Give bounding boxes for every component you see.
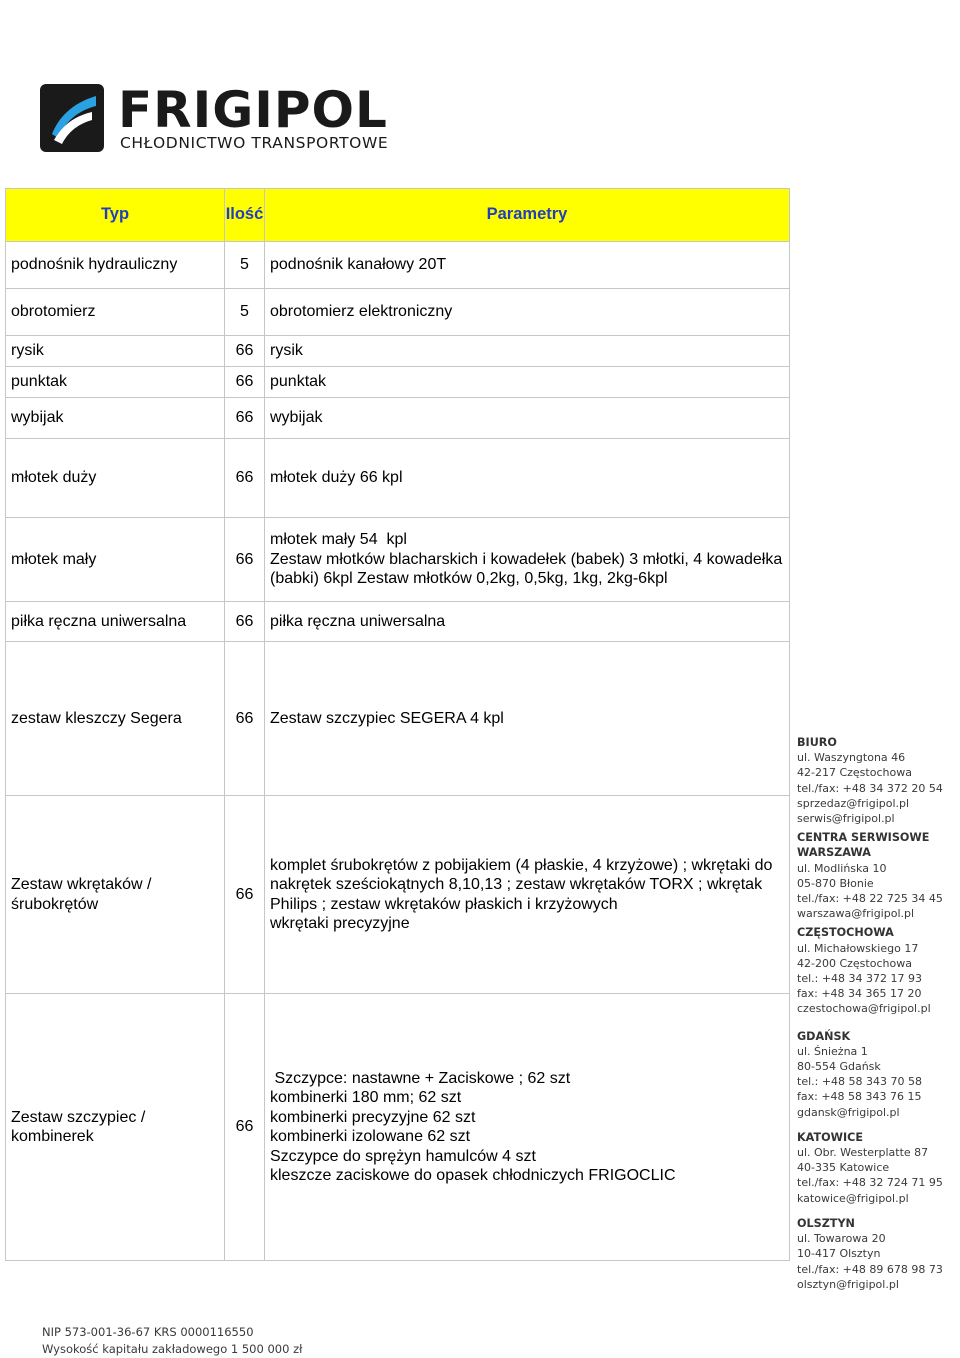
cell-ilosc: 66 [225,336,265,367]
table-row [6,518,790,602]
footer [42,1324,302,1358]
cell-ilosc: 66 [225,398,265,439]
office-line: 80-554 Gdańsk [797,1060,881,1074]
cell-parametry [265,336,790,367]
parametry-line: Zestaw szczypiec SEGERA 4 kpl [270,709,504,727]
office-line: 05-870 Błonie [797,876,874,890]
cell-ilosc: 66 [225,994,265,1261]
cell-ilosc: 66 [225,642,265,796]
table-row [6,642,790,796]
table-row [6,336,790,367]
table-row [6,242,790,289]
cell-typ: Zestaw szczypiec / kombinerek [6,994,225,1261]
office-name: CENTRA SERWISOWE [797,831,930,845]
office-line: ul. Michałowskiego 17 [797,941,919,955]
office-line: czestochowa@frigipol.pl [797,1002,931,1016]
office-line: ul. Obr. Westerplatte 87 [797,1146,929,1160]
header-ilosc: Ilość [225,189,265,242]
office-name: KATOWICE [797,1130,863,1144]
cell-parametry [265,994,790,1261]
logo-tagline: CHŁODNICTWO TRANSPORTOWE [120,134,389,152]
parametry-line: punktak [270,373,327,391]
office-block [797,1029,957,1120]
contact-sidebar [797,735,957,1302]
footer-capital: Wysokość kapitału zakładowego 1 500 000 zł [42,1342,303,1356]
parametry-line: piłka ręczna uniwersalna [270,612,446,630]
parametry-line: rysik [270,342,303,360]
parametry-line: kombinerki 180 mm; 62 szt [270,1089,462,1106]
cell-parametry [265,518,790,602]
table-row [6,796,790,994]
parametry-line: młotek mały 54 kpl [270,531,407,549]
parametry-line: Szczypce: nastawne + Zaciskowe ; 62 szt [270,1069,571,1087]
office-line: tel.: +48 34 372 17 93 [797,972,923,986]
cell-typ: zestaw kleszczy Segera [6,642,225,796]
office-line: ul. Towarowa 20 [797,1232,886,1246]
office-line: sprzedaz@frigipol.pl [797,796,910,810]
office-line: katowice@frigipol.pl [797,1191,909,1205]
office-line: gdansk@frigipol.pl [797,1105,900,1119]
cell-ilosc: 5 [225,242,265,289]
cell-parametry [265,602,790,642]
header-typ: Typ [6,189,225,242]
office-name: WARSZAWA [797,846,871,860]
office-line: 42-200 Częstochowa [797,956,912,970]
cell-typ: młotek duży [6,439,225,518]
parametry-line: kombinerki izolowane 62 szt [270,1128,471,1145]
cell-parametry [265,439,790,518]
parametry-line: podnośnik kanałowy 20T [270,256,447,274]
cell-parametry [265,642,790,796]
cell-ilosc: 66 [225,602,265,642]
office-line: tel./fax: +48 22 725 34 45 [797,892,943,906]
cell-ilosc: 66 [225,796,265,994]
cell-parametry [265,398,790,439]
parametry-line: młotek duży 66 kpl [270,469,403,487]
company-logo [40,81,400,164]
cell-ilosc: 5 [225,289,265,336]
cell-typ: podnośnik hydrauliczny [6,242,225,289]
frigipol-logo-icon [40,84,104,152]
cell-typ: punktak [6,367,225,398]
office-name: GDAŃSK [797,1029,851,1043]
office-line: ul. Modlińska 10 [797,861,887,875]
cell-parametry [265,796,790,994]
parametry-line: komplet śrubokrętów z pobijakiem (4 płaskie, 4 krzyżowe) ; wkrętaki do nakrętek sześciokątnych 8,10,13 ; zestaw wkrętaków TORX ; wkrętak Philips ; zestaw wkrętaków płaskich i krzyżowych [270,856,777,913]
table-row [6,367,790,398]
table-row [6,602,790,642]
table-row [6,398,790,439]
cell-typ: rysik [6,336,225,367]
cell-parametry [265,367,790,398]
parametry-line: wybijak [270,409,323,427]
office-line: serwis@frigipol.pl [797,812,895,826]
footer-company-ids: NIP 573-001-36-67 KRS 0000116550 [42,1325,254,1339]
cell-parametry [265,242,790,289]
parametry-line: obrotomierz elektroniczny [270,303,453,321]
parametry-line: wkrętaki precyzyjne [270,915,410,932]
parametry-line: kombinerki precyzyjne 62 szt [270,1108,476,1126]
cell-ilosc: 66 [225,439,265,518]
office-line: warszawa@frigipol.pl [797,907,915,921]
office-block [797,1130,957,1206]
office-line: fax: +48 58 343 76 15 [797,1090,922,1104]
office-line: ul. Waszyngtona 46 [797,751,906,765]
office-line: 40-335 Katowice [797,1161,890,1175]
cell-typ: obrotomierz [6,289,225,336]
office-name: CZĘSTOCHOWA [797,926,894,940]
table-row [6,439,790,518]
parametry-line: kleszcze zaciskowe do opasek chłodniczych FRIGOCLIC [270,1167,676,1184]
office-block [797,1216,957,1292]
office-name: BIURO [797,736,837,749]
office-line: tel./fax: +48 34 372 20 54 [797,781,943,795]
cell-typ: młotek mały [6,518,225,602]
office-line: 10-417 Olsztyn [797,1247,881,1261]
cell-parametry [265,289,790,336]
office-line: olsztyn@frigipol.pl [797,1277,899,1291]
cell-ilosc: 66 [225,518,265,602]
office-line: tel./fax: +48 89 678 98 73 [797,1262,943,1276]
office-line: ul. Śnieżna 1 [797,1044,868,1058]
logo-name: FRIGIPOL [118,81,388,139]
office-line: 42-217 Częstochowa [797,766,912,780]
parametry-line: Zestaw młotków blacharskich i kowadełek (babek) 3 młotki, 4 kowadełka (babki) 6kpl Zestaw młotków 0,2kg, 0,5kg, 1kg, 2kg-6kpl [270,550,787,588]
office-block [797,845,957,921]
equipment-table [5,188,790,1261]
cell-ilosc: 66 [225,367,265,398]
office-line: fax: +48 34 365 17 20 [797,987,922,1001]
cell-typ: Zestaw wkrętaków / śrubokrętów [6,796,225,994]
office-name: OLSZTYN [797,1216,855,1230]
office-line: tel./fax: +48 32 724 71 95 [797,1176,943,1190]
cell-typ: wybijak [6,398,225,439]
header-parametry: Parametry [265,189,790,242]
office-block [797,925,957,1016]
office-line: tel.: +48 58 343 70 58 [797,1075,923,1089]
table-row [6,289,790,336]
parametry-line: Szczypce do sprężyn hamulców 4 szt [270,1147,536,1165]
cell-typ: piłka ręczna uniwersalna [6,602,225,642]
office-block [797,830,957,845]
table-header-row [6,189,790,242]
table-row [6,994,790,1261]
office-block [797,735,957,826]
